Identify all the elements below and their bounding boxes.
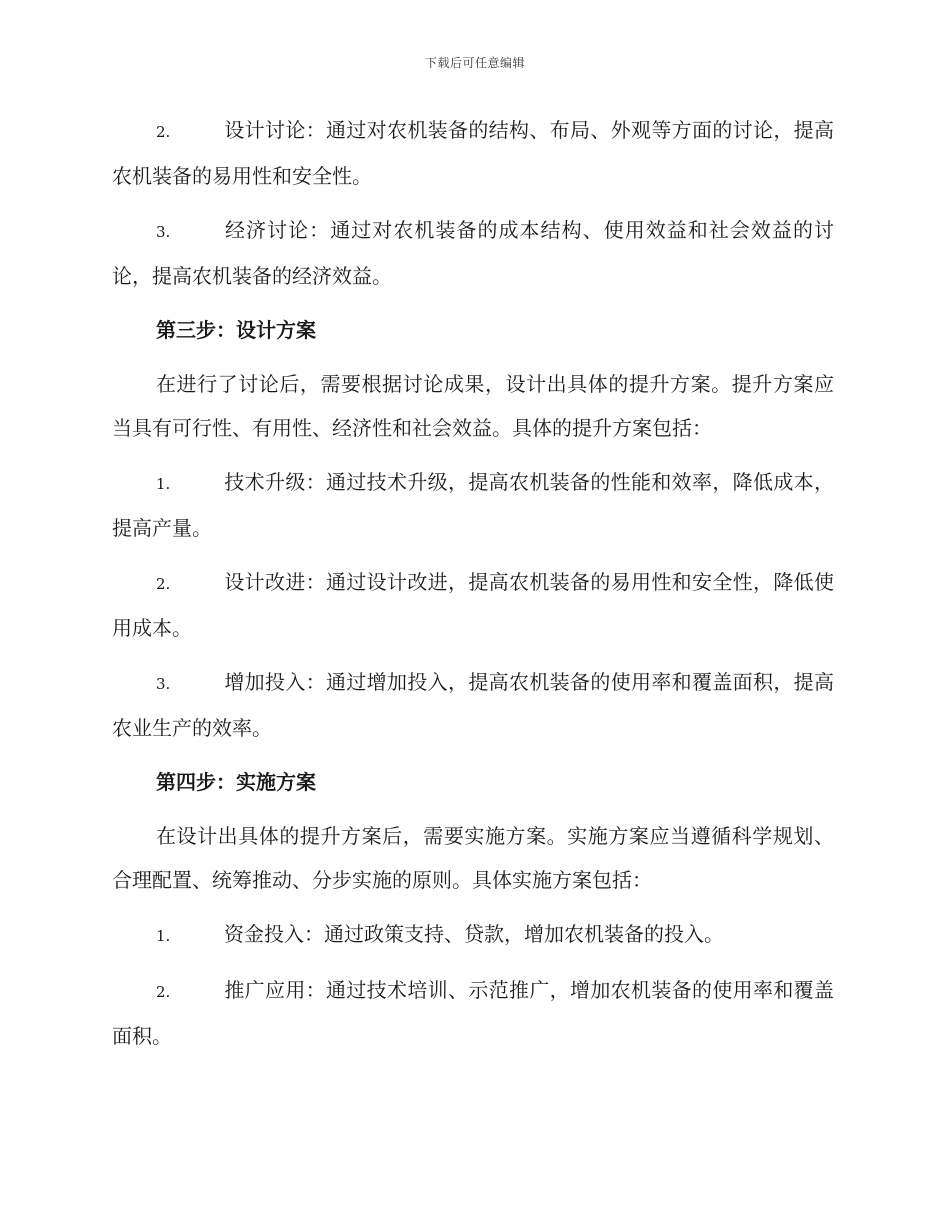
section-heading: 第三步：设计方案 <box>156 318 316 342</box>
document-body <box>112 108 834 1068</box>
list-item: 1. 资金投入：通过政策支持、贷款，增加农机装备的投入。 <box>156 922 724 946</box>
list-item: 3. 增加投入：通过增加投入，提高农机装备的使用率和覆盖面积，提高农业生产的效率。 <box>112 670 834 740</box>
list-item: 2. 推广应用：通过技术培训、示范推广，增加农机装备的使用率和覆盖面积。 <box>112 978 834 1048</box>
list-item-text: 技术升级：通过技术升级，提高农机装备的性能和效率，降低成本，提高产量。 <box>112 470 834 540</box>
list-item-text: 经济讨论：通过对农机装备的成本结构、使用效益和社会效益的讨论，提高农机装备的经济效益。 <box>112 218 834 288</box>
page-header: 下载后可任意编辑 <box>424 56 525 70</box>
list-item-text: 资金投入：通过政策支持、贷款，增加农机装备的投入。 <box>224 922 724 946</box>
section-heading: 第四步：实施方案 <box>156 770 316 794</box>
list-item-text: 推广应用：通过技术培训、示范推广，增加农机装备的使用率和覆盖面积。 <box>112 978 834 1048</box>
list-item-text: 增加投入：通过增加投入，提高农机装备的使用率和覆盖面积，提高农业生产的效率。 <box>112 670 834 740</box>
paragraph: 在设计出具体的提升方案后，需要实施方案。实施方案应当遵循科学规划、合理配置、统筹推动、分步实施的原则。具体实施方案包括： <box>112 824 834 892</box>
list-item-text: 设计改进：通过设计改进，提高农机装备的易用性和安全性，降低使用成本。 <box>112 570 834 640</box>
list-item: 3. 经济讨论：通过对农机装备的成本结构、使用效益和社会效益的讨论，提高农机装备的经济效益。 <box>112 218 834 288</box>
list-item: 1. 技术升级：通过技术升级，提高农机装备的性能和效率，降低成本，提高产量。 <box>112 470 834 540</box>
list-item: 2. 设计讨论：通过对农机装备的结构、布局、外观等方面的讨论，提高农机装备的易用性和安全性。 <box>112 118 834 188</box>
paragraph: 在进行了讨论后，需要根据讨论成果，设计出具体的提升方案。提升方案应当具有可行性、有用性、经济性和社会效益。具体的提升方案包括： <box>112 372 834 440</box>
list-item-text: 设计讨论：通过对农机装备的结构、布局、外观等方面的讨论，提高农机装备的易用性和安全性。 <box>112 118 834 188</box>
list-item: 2. 设计改进：通过设计改进，提高农机装备的易用性和安全性，降低使用成本。 <box>112 570 834 640</box>
